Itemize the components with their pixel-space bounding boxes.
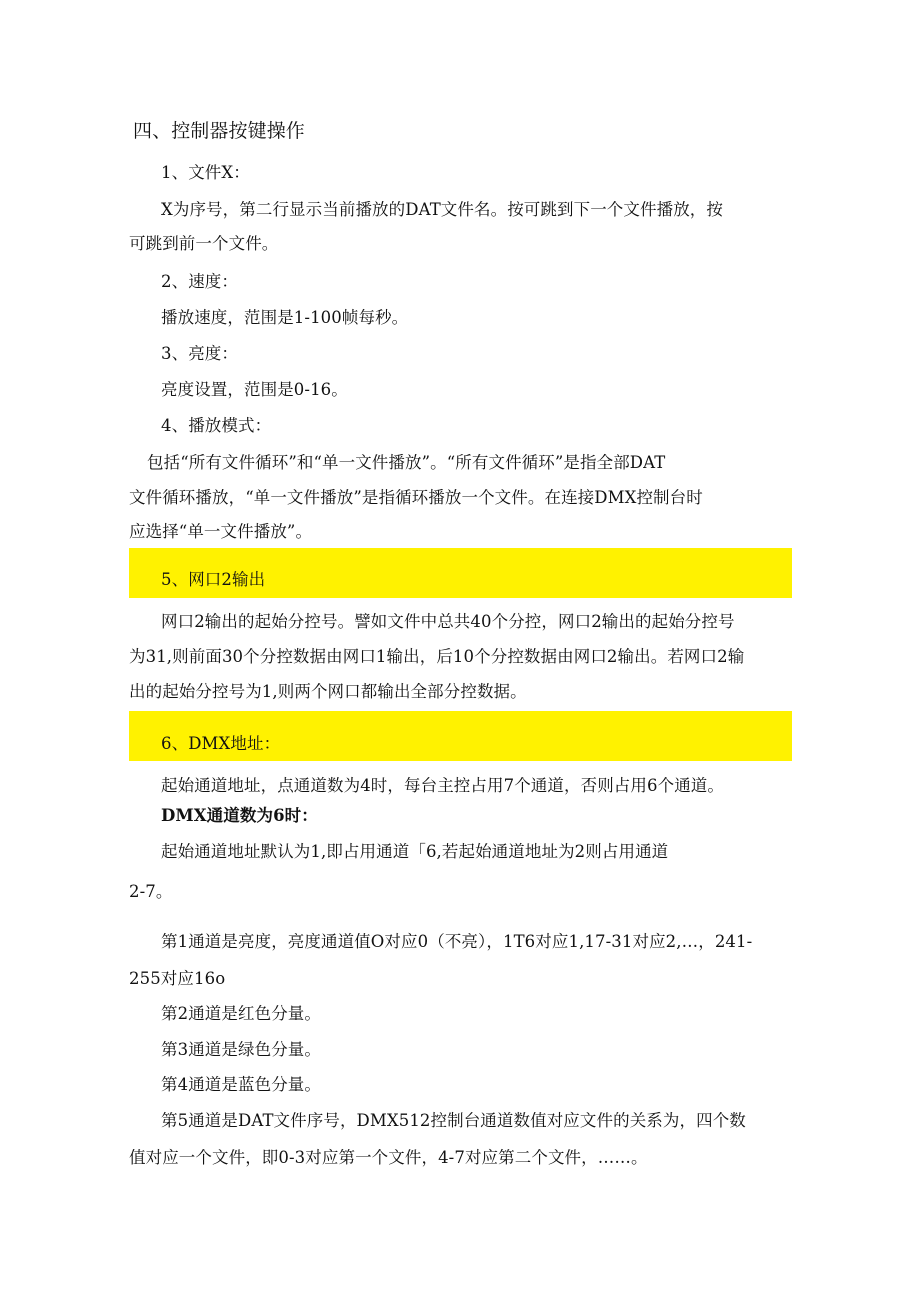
dmx-text-line: 第1通道是亮度，亮度通道值O对应0（不亮），1T6对应1,17-31对应2,…，241- (161, 932, 753, 951)
play-mode-text-line: 应选择“单一文件播放”。 (129, 522, 313, 541)
file-text-line: X为序号，第二行显示当前播放的DAT文件名。按可跳到下一个文件播放，按 (161, 200, 723, 219)
port2-text-line: 出的起始分控号为1,则两个网口都输出全部分控数据。 (129, 682, 527, 701)
speed-heading: 2、速度： (161, 272, 238, 291)
brightness-heading: 3、亮度： (161, 344, 238, 363)
dmx-text-line: 第4通道是蓝色分量。 (161, 1075, 321, 1094)
dmx-text-line: 2-7。 (129, 882, 173, 901)
brightness-text-line: 亮度设置，范围是0-16。 (161, 380, 348, 399)
dmx-text-line: 第3通道是绿色分量。 (161, 1040, 321, 1059)
section-title: 四、控制器按键操作 (133, 120, 305, 142)
play-mode-text-line: 包括“所有文件循环”和“单一文件播放”。“所有文件循环”是指全部DAT (147, 453, 666, 472)
dmx-subheading: DMX通道数为6时： (161, 806, 318, 825)
file-text-line: 可跳到前一个文件。 (129, 234, 279, 253)
play-mode-text-line: 文件循环播放，“单一文件播放”是指循环播放一个文件。在连接DMX控制台时 (129, 488, 703, 507)
dmx-text-line: 第2通道是红色分量。 (161, 1004, 321, 1023)
port2-text-line: 为31,则前面30个分控数据由网口1输出，后10个分控数据由网口2输出。若网口2输 (129, 647, 745, 666)
file-heading: 1、文件X： (161, 163, 250, 182)
dmx-text-line: 起始通道地址，点通道数为4时，每台主控占用7个通道，否则占用6个通道。 (161, 776, 724, 795)
speed-text-line: 播放速度，范围是1-100帧每秒。 (161, 308, 409, 327)
dmx-text-line: 起始通道地址默认为1,即占用通道「6,若起始通道地址为2则占用通道 (161, 842, 669, 861)
dmx-heading: 6、DMX地址： (161, 734, 281, 753)
dmx-text-line: 255对应16o (129, 969, 226, 988)
port2-heading: 5、网口2输出 (161, 570, 266, 589)
port2-text-line: 网口2输出的起始分控号。譬如文件中总共40个分控，网口2输出的起始分控号 (161, 612, 735, 631)
dmx-text-line: 值对应一个文件，即0-3对应第一个文件，4-7对应第二个文件，……。 (129, 1148, 648, 1167)
dmx-text-line: 第5通道是DAT文件序号，DMX512控制台通道数值对应文件的关系为，四个数 (161, 1111, 746, 1130)
play-mode-heading: 4、播放模式： (161, 416, 272, 435)
